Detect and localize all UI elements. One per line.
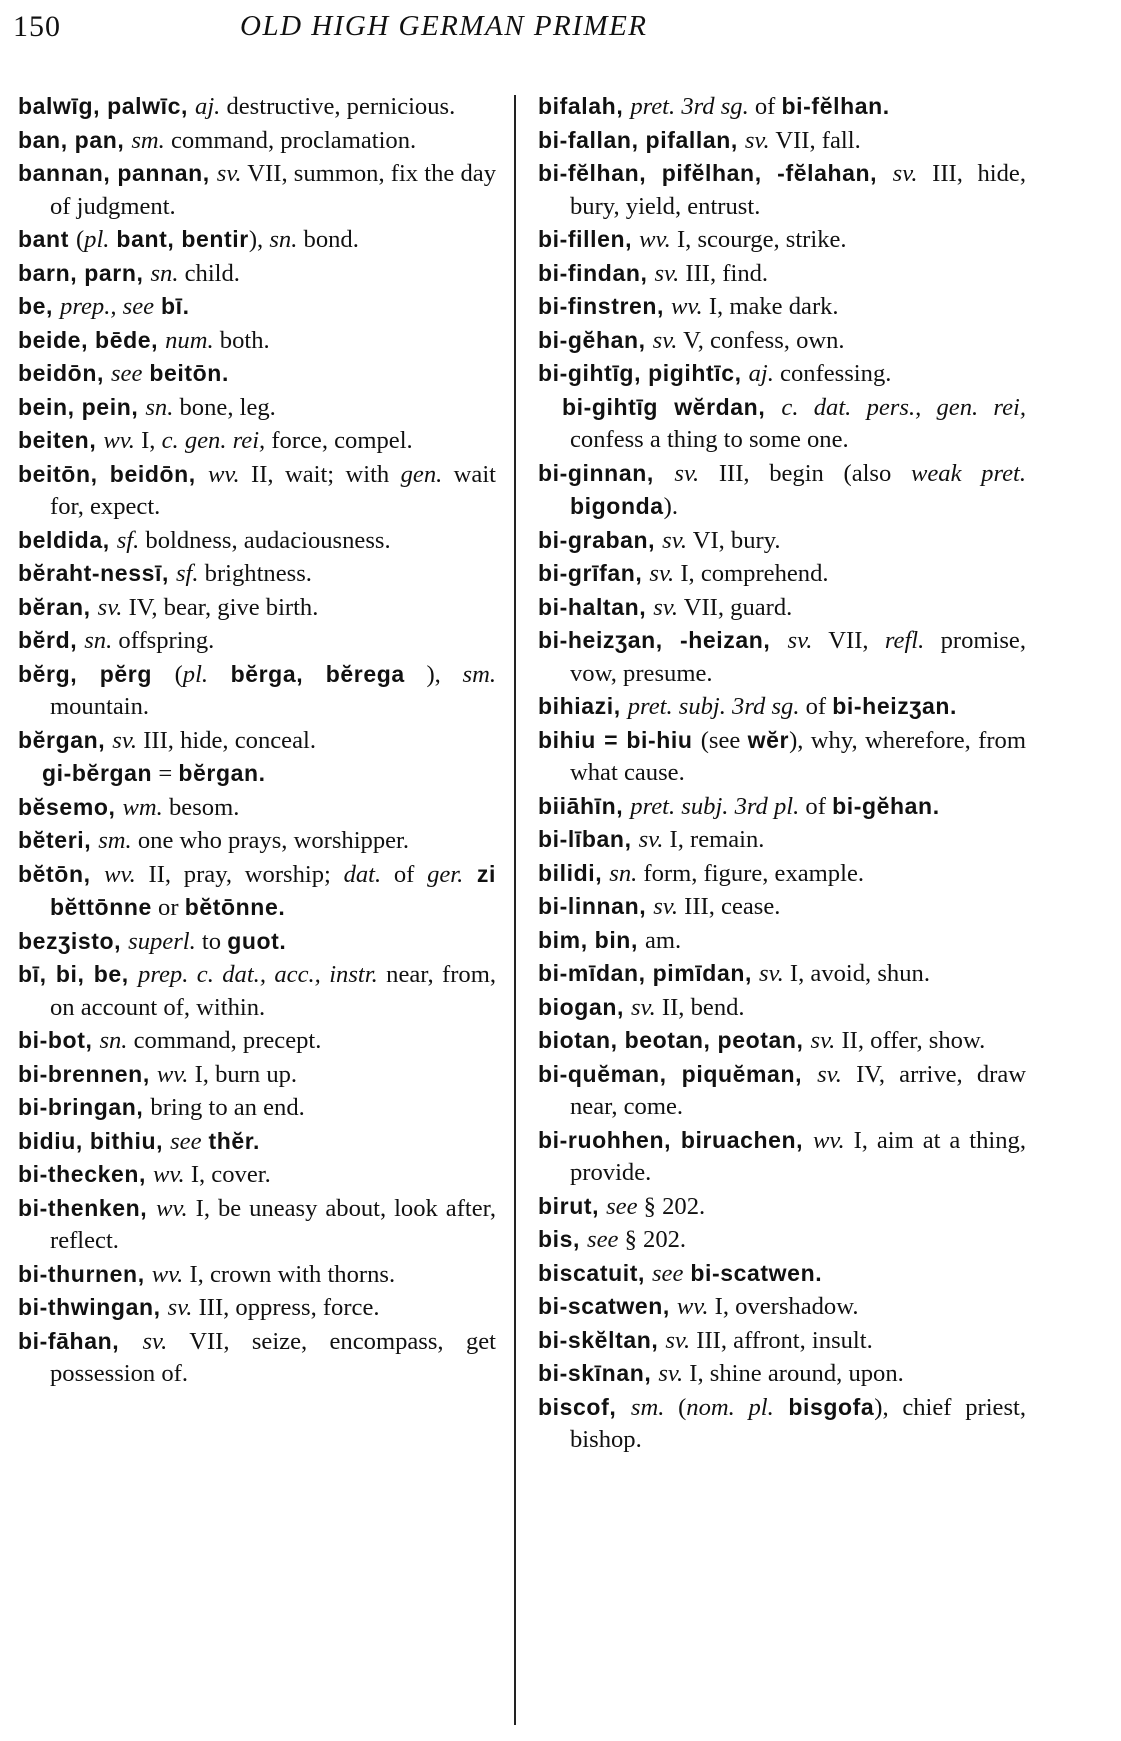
- headword-text: beide, bēde,: [18, 326, 166, 353]
- dictionary-entry: [18, 1058, 496, 1092]
- definition-text: VI, bury.: [686, 526, 781, 554]
- grammar-abbrev: sn.: [145, 393, 174, 421]
- grammar-abbrev: see: [587, 1226, 619, 1253]
- dictionary-entry: [538, 1257, 1026, 1291]
- headword-text: bi-grīfan,: [538, 560, 650, 586]
- grammar-abbrev: sm.: [630, 1393, 665, 1421]
- grammar-abbrev: sv.: [653, 893, 679, 920]
- headword-text: bi-graban,: [538, 526, 663, 553]
- definition-text: VII, seize, encompass, get possession of.: [50, 1327, 496, 1387]
- dictionary-entry: [538, 1324, 1026, 1358]
- definition-text: I, scourge, strike.: [670, 226, 847, 253]
- grammar-abbrev: pret. 3rd sg.: [630, 93, 749, 120]
- definition-text: of: [748, 93, 782, 120]
- dictionary-entry: [18, 223, 496, 257]
- grammar-abbrev: sn.: [609, 859, 638, 887]
- grammar-abbrev: sv.: [758, 960, 784, 987]
- headword-text: bi-linnan,: [538, 893, 654, 919]
- grammar-abbrev: sv.: [787, 627, 813, 654]
- definition-text: bring to an end.: [150, 1094, 305, 1121]
- grammar-abbrev: wv.: [103, 427, 135, 454]
- headword-text: bĕrg, pĕrg: [18, 660, 175, 687]
- definition-text: § 202.: [618, 1226, 687, 1253]
- dictionary-entry: [18, 1091, 496, 1125]
- headword-text: bĕtōn,: [18, 860, 105, 887]
- headword-text: biogan,: [538, 993, 631, 1020]
- dictionary-entry: [18, 791, 496, 825]
- headword-text: bi-līban,: [538, 826, 639, 852]
- headword-text: bi-thwingan,: [18, 1294, 168, 1320]
- grammar-abbrev: nom. pl.: [686, 1393, 774, 1421]
- dictionary-entry: [18, 1125, 496, 1159]
- headword-text: gi-bĕrgan: [42, 760, 153, 786]
- headword-text: beiten,: [18, 427, 104, 453]
- dictionary-entry: [18, 458, 496, 524]
- headword-text: bihiazi,: [538, 693, 628, 719]
- dictionary-entry: [538, 223, 1026, 257]
- dictionary-entry: [18, 1325, 496, 1391]
- headword-text: bī, bi, be,: [18, 961, 139, 987]
- grammar-abbrev: sv.: [630, 993, 656, 1021]
- dictionary-entry: [538, 1058, 1026, 1124]
- dictionary-entry: [538, 290, 1026, 324]
- dictionary-entry: [18, 591, 496, 625]
- dictionary-entry: [18, 524, 496, 558]
- grammar-abbrev: c. gen. rei,: [161, 427, 266, 454]
- dictionary-entry: [18, 157, 496, 223]
- headword-text: bī.: [154, 293, 190, 319]
- dictionary-entry: [538, 957, 1026, 991]
- headword-text: bigonda: [570, 493, 664, 519]
- headword-text: bi-ginnan,: [538, 459, 675, 486]
- dictionary-entry: [18, 624, 496, 658]
- grammar-abbrev: wv.: [104, 860, 136, 888]
- grammar-abbrev: wv.: [208, 460, 240, 488]
- definition-text: of: [381, 860, 428, 888]
- headword-text: bĕraht-nessī,: [18, 560, 176, 586]
- headword-text: bi-gĕhan,: [538, 326, 653, 353]
- definition-text: boldness, audaciousness.: [139, 526, 391, 554]
- headword-text: bis,: [538, 1226, 588, 1252]
- headword-text: bi-fallan, pifallan,: [538, 126, 745, 153]
- headword-text: bi-heizʒan.: [832, 693, 958, 719]
- headword-text: bi-fāhan,: [18, 1327, 143, 1354]
- grammar-abbrev: see: [170, 1127, 202, 1155]
- dictionary-entry: [18, 658, 496, 724]
- grammar-abbrev: sv.: [649, 560, 675, 587]
- definition-text: near, from, on account of, within.: [50, 961, 497, 1021]
- grammar-abbrev: refl.: [884, 627, 925, 654]
- dictionary-entry: [538, 857, 1026, 891]
- headword-text: beidōn,: [18, 360, 111, 386]
- headword-text: bi-thecken,: [18, 1161, 154, 1187]
- grammar-abbrev: sm.: [131, 126, 165, 154]
- definition-text: both.: [213, 326, 270, 354]
- grammar-abbrev: sn.: [99, 1027, 128, 1054]
- grammar-abbrev: sv.: [112, 726, 138, 754]
- definition-text: I,: [134, 427, 162, 454]
- grammar-abbrev: wv.: [156, 1194, 188, 1222]
- grammar-abbrev: num.: [165, 326, 214, 354]
- definition-text: confessing.: [773, 360, 892, 387]
- definition-text: VII, fall.: [769, 126, 861, 154]
- dictionary-entry: [18, 124, 496, 158]
- dictionary-entry: [538, 924, 1026, 958]
- grammar-abbrev: pl.: [84, 226, 110, 253]
- headword-text: bidiu, bithiu,: [18, 1127, 171, 1154]
- headword-text: bi-scatwen,: [538, 1293, 677, 1319]
- headword-text: bant: [18, 226, 76, 252]
- definition-text: wait for, expect.: [50, 460, 497, 520]
- definition-text: VII, summon, fix the day of judgment.: [50, 160, 496, 220]
- headword-text: beldida,: [18, 526, 117, 553]
- headword-text: zi bĕttōnne: [50, 860, 496, 920]
- definition-text: (: [75, 226, 85, 253]
- grammar-abbrev: sv.: [142, 1327, 168, 1355]
- grammar-abbrev: sv.: [97, 593, 123, 621]
- definition-text: force, compel.: [265, 427, 413, 454]
- headword-text: bi-gihtīg wĕrdan,: [562, 393, 782, 420]
- headword-text: bi-findan,: [538, 259, 655, 286]
- headword-text: bi-bringan,: [18, 1094, 151, 1120]
- headword-text: bant, bentir: [109, 226, 249, 252]
- definition-text: command, proclamation.: [164, 126, 417, 154]
- dictionary-subentry: [538, 391, 1026, 457]
- dictionary-entry: [538, 157, 1026, 223]
- definition-text: I, avoid, shun.: [783, 960, 930, 987]
- dictionary-entry: [18, 925, 496, 959]
- dictionary-entry: [538, 624, 1026, 690]
- headword-text: beitōn, beidōn,: [18, 460, 208, 487]
- grammar-abbrev: sn.: [150, 259, 179, 287]
- column-divider: [514, 95, 516, 1725]
- definition-text: IV, bear, give birth.: [122, 593, 319, 621]
- grammar-abbrev: sv.: [654, 259, 680, 287]
- headword-text: bi-thurnen,: [18, 1260, 152, 1287]
- dictionary-entry: [538, 890, 1026, 924]
- dictionary-entry: [18, 1258, 496, 1292]
- headword-text: bannan, pannan,: [18, 160, 217, 186]
- definition-text: ),: [248, 226, 270, 253]
- definition-text: one who prays, worshipper.: [131, 827, 410, 854]
- headword-text: bĕrga, bĕrega: [208, 660, 405, 687]
- definition-text: I, shine around, upon.: [683, 1360, 904, 1387]
- definition-text: I, remain.: [663, 826, 765, 853]
- headword-text: bi-bot,: [18, 1027, 100, 1053]
- grammar-abbrev: pret. subj. 3rd sg.: [627, 693, 800, 720]
- dictionary-entry: [538, 591, 1026, 625]
- definition-text: to: [195, 927, 228, 955]
- definition-text: ), chief priest, bishop.: [570, 1393, 1026, 1453]
- headword-text: bĕteri,: [18, 827, 99, 853]
- definition-text: III, hide, conceal.: [137, 726, 316, 754]
- definition-text: III, affront, insult.: [690, 1326, 873, 1354]
- headword-text: bi-gihtīg, pigihtīc,: [538, 360, 749, 386]
- grammar-abbrev: sf.: [116, 526, 140, 554]
- grammar-abbrev: weak pret.: [910, 459, 1027, 487]
- definition-text: of: [799, 792, 833, 820]
- definition-text: III, begin (also: [699, 459, 911, 487]
- definition-text: ), why, wherefore, from what cause.: [570, 726, 1026, 786]
- dictionary-entry: [538, 457, 1026, 524]
- headword-text: bi-quĕman, piquĕman,: [538, 1060, 818, 1087]
- dictionary-entry: [538, 524, 1026, 558]
- headword-text: thĕr.: [201, 1127, 261, 1154]
- definition-text: I, burn up.: [188, 1060, 298, 1088]
- headword-text: biscof,: [538, 1393, 631, 1420]
- headword-text: bi-fĕlhan, pifĕlhan, -fĕlahan,: [538, 160, 893, 186]
- headword-text: guot.: [227, 927, 287, 954]
- headword-text: bifalah,: [538, 93, 631, 119]
- headword-text: bĕran,: [18, 593, 98, 620]
- headword-text: bim, bin,: [538, 926, 645, 953]
- grammar-abbrev: wv.: [151, 1260, 184, 1288]
- definition-text: besom.: [162, 793, 240, 821]
- headword-text: barn, parn,: [18, 259, 151, 286]
- dictionary-entry: [18, 1158, 496, 1192]
- dictionary-entry: [538, 823, 1026, 857]
- headword-text: wĕr: [747, 726, 790, 753]
- dictionary-subentry: [18, 757, 496, 791]
- grammar-abbrev: wv.: [156, 1060, 189, 1088]
- definition-text: VII, guard.: [678, 593, 793, 621]
- definition-text: II, wait; with: [239, 460, 401, 488]
- grammar-abbrev: sv.: [674, 459, 700, 487]
- definition-text: offspring.: [112, 627, 215, 654]
- grammar-abbrev: wv.: [676, 1293, 709, 1320]
- definition-text: confess a thing to some one.: [570, 426, 849, 453]
- headword-text: biotan, beotan, peotan,: [538, 1027, 811, 1053]
- headword-text: bi-heizʒan, -heizan,: [538, 627, 788, 653]
- grammar-abbrev: see: [110, 360, 143, 387]
- headword-text: bĕrgan,: [18, 726, 113, 753]
- grammar-abbrev: sn.: [84, 627, 113, 654]
- definition-text: III, oppress, force.: [192, 1294, 380, 1321]
- grammar-abbrev: sv.: [665, 1326, 691, 1354]
- grammar-abbrev: aj.: [748, 360, 774, 387]
- definition-text: command, precept.: [127, 1027, 322, 1054]
- headword-text: bisgofa: [773, 1393, 875, 1420]
- definition-text: IV, arrive, draw near, come.: [570, 1060, 1027, 1120]
- dictionary-entry: [18, 1192, 496, 1258]
- definition-text: V, confess, own.: [677, 326, 845, 354]
- dictionary-entry: [538, 1357, 1026, 1391]
- headword-text: bezʒisto,: [18, 927, 129, 954]
- grammar-abbrev: see: [606, 1192, 638, 1220]
- definition-text: child.: [178, 259, 240, 287]
- dictionary-entry: [18, 357, 496, 391]
- definition-text: mountain.: [50, 693, 150, 720]
- definition-text: brightness.: [198, 560, 312, 587]
- dictionary-entry: [18, 90, 496, 124]
- grammar-abbrev: wv.: [639, 226, 671, 253]
- headword-text: bi-fillen,: [538, 226, 640, 252]
- headword-text: biscatuit,: [538, 1259, 652, 1286]
- dictionary-entry: [18, 391, 496, 425]
- dictionary-entry: [538, 257, 1026, 291]
- grammar-abbrev: sv.: [810, 1027, 836, 1054]
- grammar-abbrev: sv.: [658, 1360, 684, 1387]
- dictionary-entry: [538, 124, 1026, 158]
- dictionary-entry: [538, 991, 1026, 1025]
- grammar-abbrev: pret. subj. 3rd pl.: [630, 792, 800, 820]
- right-column: [538, 90, 1026, 1457]
- definition-text: form, figure, example.: [637, 859, 865, 887]
- grammar-abbrev: wv.: [671, 293, 703, 320]
- definition-text: II, offer, show.: [835, 1027, 986, 1054]
- grammar-abbrev: sv.: [167, 1294, 193, 1321]
- dictionary-entry: [18, 858, 496, 925]
- definition-text: bone, leg.: [173, 393, 276, 421]
- grammar-abbrev: sm.: [462, 660, 496, 688]
- definition-text: I, be uneasy about, look after, reflect.: [50, 1194, 496, 1254]
- dictionary-entry: [538, 324, 1026, 358]
- definition-text: destructive, pernicious.: [220, 93, 456, 120]
- page-number: 150: [13, 10, 61, 43]
- grammar-abbrev: wm.: [122, 793, 163, 821]
- definition-text: I, make dark.: [702, 293, 839, 320]
- grammar-abbrev: sv.: [653, 593, 679, 621]
- grammar-abbrev: sv.: [216, 160, 242, 187]
- dictionary-entry: [538, 90, 1026, 124]
- definition-text: am.: [644, 926, 682, 954]
- headword-text: biiāhīn,: [538, 792, 631, 819]
- dictionary-entry: [18, 1291, 496, 1325]
- grammar-abbrev: sm.: [98, 827, 132, 854]
- dictionary-entry: [18, 324, 496, 358]
- definition-text: I, cover.: [184, 1161, 271, 1188]
- grammar-abbrev: gen.: [400, 460, 443, 488]
- dictionary-entry: [538, 690, 1026, 724]
- headword-text: bĕrd,: [18, 627, 85, 653]
- dictionary-entry: [18, 290, 496, 324]
- grammar-abbrev: sv.: [892, 160, 918, 187]
- headword-text: bein, pein,: [18, 393, 146, 420]
- headword-text: bi-brennen,: [18, 1060, 157, 1087]
- headword-text: bi-finstren,: [538, 293, 672, 319]
- dictionary-entry: [538, 790, 1026, 824]
- grammar-abbrev: prep. c. dat., acc., instr.: [138, 961, 378, 988]
- dictionary-entry: [18, 257, 496, 291]
- left-column: [18, 90, 496, 1391]
- grammar-abbrev: wv.: [153, 1161, 185, 1188]
- definition-text: ).: [663, 493, 678, 520]
- grammar-abbrev: sv.: [662, 526, 687, 554]
- grammar-abbrev: dat.: [343, 860, 382, 888]
- dictionary-entry: [18, 557, 496, 591]
- dictionary-entry: [538, 724, 1026, 790]
- grammar-abbrev: aj.: [195, 93, 221, 120]
- headword-text: balwīg, palwīc,: [18, 93, 196, 119]
- dictionary-entry: [538, 1024, 1026, 1058]
- definition-text: III, cease.: [678, 893, 781, 920]
- definition-text: II, bend.: [655, 993, 745, 1021]
- grammar-abbrev: wv.: [812, 1126, 845, 1154]
- dictionary-entry: [18, 824, 496, 858]
- definition-text: II, pray, worship;: [135, 860, 344, 888]
- dictionary-entry: [538, 1223, 1026, 1257]
- definition-text: of: [799, 693, 833, 720]
- headword-text: bi-skĕltan,: [538, 1326, 666, 1353]
- dictionary-entry: [538, 357, 1026, 391]
- definition-text: I, crown with thorns.: [183, 1260, 396, 1288]
- dictionary-entry: [18, 958, 496, 1024]
- dictionary-entry: [18, 1024, 496, 1058]
- definition-text: I, aim at a thing, provide.: [570, 1126, 1026, 1186]
- definition-text: =: [152, 760, 179, 787]
- headword-text: bi-gĕhan.: [832, 792, 940, 819]
- headword-text: bi-thenken,: [18, 1194, 157, 1221]
- definition-text: ),: [404, 660, 463, 688]
- grammar-abbrev: pl.: [182, 660, 209, 688]
- grammar-abbrev: sn.: [269, 226, 298, 253]
- headword-text: bĕrgan.: [178, 760, 266, 786]
- definition-text: (: [664, 1393, 687, 1421]
- dictionary-entry: [538, 1190, 1026, 1224]
- grammar-abbrev: sf.: [175, 560, 199, 587]
- headword-text: bihiu = bi-hiu: [538, 726, 701, 753]
- headword-text: bi-scatwen.: [683, 1259, 823, 1286]
- definition-text: or: [151, 894, 185, 921]
- headword-text: bi-skīnan,: [538, 1360, 659, 1386]
- definition-text: promise, vow, presume.: [570, 627, 1026, 687]
- headword-text: birut,: [538, 1192, 607, 1219]
- grammar-abbrev: see: [651, 1259, 684, 1287]
- definition-text: (: [174, 660, 183, 688]
- headword-text: bi-haltan,: [538, 593, 654, 620]
- definition-text: I, comprehend.: [674, 560, 829, 587]
- page-header: [0, 8, 1121, 52]
- headword-text: beitōn.: [142, 360, 229, 386]
- definition-text: (see: [700, 726, 748, 754]
- grammar-abbrev: sv.: [638, 826, 664, 853]
- headword-text: ban, pan,: [18, 126, 132, 153]
- headword-text: bi-ruohhen, biruachen,: [538, 1126, 813, 1153]
- grammar-abbrev: sv.: [817, 1060, 842, 1088]
- grammar-abbrev: ger.: [427, 860, 464, 888]
- headword-text: bilidi,: [538, 859, 610, 886]
- headword-text: bĕtōnne.: [184, 894, 286, 920]
- grammar-abbrev: sv.: [652, 326, 678, 354]
- grammar-abbrev: sv.: [744, 126, 770, 154]
- headword-text: bĕsemo,: [18, 793, 123, 820]
- headword-text: bi-mīdan, pimīdan,: [538, 960, 759, 986]
- running-title: OLD HIGH GERMAN PRIMER: [240, 10, 648, 42]
- definition-text: I, overshadow.: [708, 1293, 859, 1320]
- grammar-abbrev: c. dat. pers., gen. rei,: [781, 393, 1026, 421]
- dictionary-entry: [538, 1391, 1026, 1457]
- definition-text: § 202.: [637, 1192, 706, 1220]
- dictionary-entry: [18, 724, 496, 758]
- dictionary-entry: [18, 424, 496, 458]
- headword-text: be,: [18, 293, 61, 319]
- grammar-abbrev: superl.: [128, 927, 196, 955]
- headword-text: bi-fĕlhan.: [781, 93, 890, 119]
- definition-text: bond.: [297, 226, 359, 253]
- dictionary-entry: [538, 557, 1026, 591]
- definition-text: VII,: [812, 627, 885, 654]
- grammar-abbrev: prep., see: [60, 293, 155, 320]
- dictionary-entry: [538, 1290, 1026, 1324]
- dictionary-entry: [538, 1124, 1026, 1190]
- definition-text: III, hide, bury, yield, entrust.: [570, 160, 1026, 220]
- definition-text: III, find.: [679, 259, 769, 287]
